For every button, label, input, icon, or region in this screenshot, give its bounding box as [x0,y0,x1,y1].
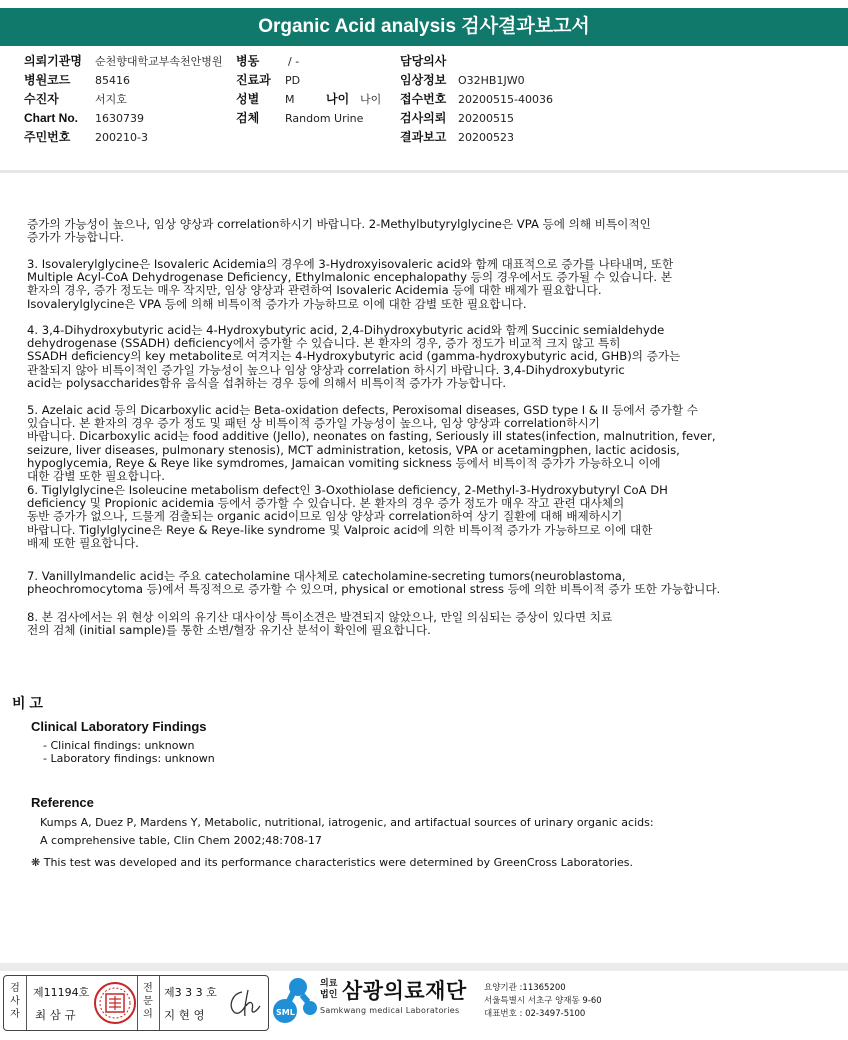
header-label: 병동 [236,54,260,68]
header-label: 결과보고 [400,130,447,144]
logo-text: SML [276,1008,295,1017]
header-label: 담당의사 [400,54,447,68]
finding-paragraph [27,324,680,390]
company-logo [272,975,320,1025]
age-label: 나이 [326,92,350,106]
company-phone: 대표번호 : 02-3497-5100 [484,1009,586,1019]
header-value: O32HB1JW0 [458,74,525,87]
signature-box [3,975,269,1031]
inspector-label: 검 사 자 [10,983,20,1020]
inspector-name: 최 삼 규 [35,1008,76,1022]
header-label: 병원코드 [24,73,71,87]
header-label: 주민번호 [24,130,71,144]
header-info [0,52,848,152]
header-label: 성별 [236,92,260,106]
paragraph-line: hypoglycemia, Reye & Reye like symdromes, Jamaican vomiting sickness 등에서 비특이적 증가가 가능하오니 이에 [27,455,661,470]
header-value: 200210-3 [95,131,148,144]
reference-title: Reference [31,795,94,810]
company-address: 서울특별시 서초구 양재동 9-60 [484,996,602,1006]
paragraph-line: 6. Tiglylglycine은 Isoleucine metabolism defect인 3-Oxothiolase deficiency, 2-Methyl-3-Hydroxybutyryl CoA DH [27,483,668,497]
header-label: 진료과 [236,73,271,87]
specialist-label: 전 문 의 [143,983,153,1020]
paragraph-line: 증가가 가능합니다. [27,230,124,245]
paragraph-line: 증가의 가능성이 높으나, 임상 양상과 correlation하시기 바랍니다. 2-Methylbutyrylglycine은 VPA 등에 의해 비특이적인 [27,217,651,231]
remarks-title: 비 고 [12,695,43,711]
finding-paragraph [27,404,716,483]
corp-type: 의료 법인 [320,979,338,1000]
note-text: This test was developed and its performance characteristics were determined by GreenCross Laboratories. [43,856,634,869]
seal-stamp [93,981,137,1025]
paragraph-line: pheochromocytoma 등)에서 특징적으로 증가할 수 있으며, physical or emotional stress 등에 의한 비특이적 증가 또한 가능합니다. [27,582,721,597]
finding-paragraph [27,484,668,550]
divider-line [137,976,138,1030]
header-label: 검체 [236,111,260,125]
paragraph-line: Isovalerylglycine은 VPA 등에 의해 비특이적 증가가 가능하므로 이에 대한 감별 또한 필요합니다. [27,296,527,311]
header-value: 1630739 [95,112,144,125]
divider-line [159,976,160,1030]
header-value: 서지호 [95,93,127,106]
header-label: 수진자 [24,92,59,106]
clinical-findings-item: - Clinical findings: unknown [43,739,195,752]
finding-paragraph [27,218,651,244]
paragraph-line: acid는 polysaccharides함유 음식을 섭취하는 경우 등에 의해서 비특이적 증가가 가능합니다. [27,375,507,390]
footer-divider [0,963,848,971]
header-value: Random Urine [285,112,364,125]
finding-paragraph [27,611,612,637]
header-value: 20200515 [458,112,514,125]
finding-paragraph [27,258,673,311]
header-value: 순천향대학교부속천안병원 [95,55,223,68]
header-label: 임상정보 [400,73,447,87]
reference-line: A comprehensive table, Clin Chem 2002;48:708-17 [40,834,322,847]
paragraph-line: SSADH deficiency의 key metabolite로 여겨지는 4-Hydroxybutyric acid (gamma-hydroxybutyric acid, GHB)의 증가는 [27,349,681,364]
paragraph-line: 바랍니다. Dicarboxylic acid는 food additive (Jello), neonates on fasting, Seriously ill states(infection, malnutrition, fever, [27,429,716,444]
header-value: PD [285,74,301,87]
header-value: 85416 [95,74,130,87]
paragraph-line: 5. Azelaic acid 등의 Dicarboxylic acid는 Beta-oxidation defects, Peroxisomal diseases, GSD type I & II 등에서 증가할 수 [27,403,698,417]
divider-line [26,976,27,1030]
paragraph-line: 바랍니다. Tiglylglycine은 Reye & Reye-like syndrome 및 Valproic acid에 의한 비특이적 증가가 가능하므로 이에 대한 [27,522,653,537]
company-name-en: Samkwang medical Laboratories [320,1006,460,1015]
specialist-name: 지 현 영 [164,1008,205,1022]
paragraph-line: 동반 증가가 없으나, 드물게 검출되는 organic acid이므로 임상 양상과 correlation하여 상기 질환에 대해 배제하시기 [27,509,623,524]
header-value: / - [288,55,300,68]
header-label: 의뢰기관명 [24,54,82,68]
reference-line: Kumps A, Duez P, Mardens Y, Metabolic, nutritional, iatrogenic, and artifactual sources of urinary organic acids: [40,816,654,829]
header-value: M [285,93,295,106]
paragraph-line: dehydrogenase (SSADH) deficiency에서 증가할 수 있습니다. 본 환자의 경우, 증가 정도가 비교적 크지 않고 특히 [27,336,621,351]
paragraph-line: 4. 3,4-Dihydroxybutyric acid는 4-Hydroxybutyric acid, 2,4-Dihydroxybutyric acid와 함께 Succinic semialdehyde [27,323,665,337]
institution-code: 요양기관 :11365200 [484,983,566,993]
note-mark: ❋ [31,856,41,869]
paragraph-line: seizure, liver diseases, pulmonary stenosis), MCT administration, ketosis, VPA or acetamingphen, lactic acidosis, [27,442,680,457]
paragraph-line: 배제 또한 필요합니다. [27,535,139,550]
paragraph-line: 7. Vanillylmandelic acid는 주요 catecholamine 대사체로 catecholamine-secreting tumors(neuroblastoma, [27,569,626,583]
paragraph-line: 관찰되지 않아 비특이적인 증가일 가능성이 높으나 임상 양상과 correlation 하시기 바랍니다. 3,4-Dihydroxybutyric [27,362,625,377]
header-value: 20200523 [458,131,514,144]
paragraph-line: deficiency 및 Propionic acidemia 등에서 증가할 수 있습니다. 본 환자의 경우 증가 정도가 매우 작고 관련 대사체의 [27,496,625,511]
header-label: 검사의뢰 [400,111,447,125]
paragraph-line: 8. 본 검사에서는 위 현상 이외의 유기산 대사이상 특이소견은 발견되지 않았으나, 만일 의심되는 증상이 있다면 치료 [27,610,613,624]
header-value: 20200515-40036 [458,93,553,106]
performance-note [31,856,633,869]
header-label: 접수번호 [400,92,447,106]
signature [222,986,264,1024]
company-info [484,982,602,1021]
laboratory-findings-item: - Laboratory findings: unknown [43,752,215,765]
inspector-no: 제11194호 [33,986,90,999]
paragraph-line: 있습니다. 본 환자의 경우 증가 정도 및 패턴 상 비특이적 증가일 가능성이 높으나, 임상 양상과 correlation하시기 [27,416,600,431]
paragraph-line: 전의 검체 (initial sample)를 통한 소변/혈장 유기산 분석이 확인에 필요합니다. [27,623,431,638]
paragraph-line: 대한 감별 또한 필요합니다. [27,468,165,483]
clinical-findings-title: Clinical Laboratory Findings [31,719,207,734]
finding-paragraph [27,570,720,596]
paragraph-line: 환자의 경우, 증가 정도는 매우 작지만, 임상 양상과 관련하여 Isovaleric Acidemia 등에 대한 배제가 필요합니다. [27,283,602,298]
header-label: Chart No. [24,111,78,125]
age-value: 나이 [360,93,382,106]
paragraph-line: Multiple Acyl-CoA Dehydrogenase Deficiency, Ethylmalonic encephalopathy 등의 경우에서도 증가될 수 있습니다. 본 [27,270,672,285]
specialist-no: 제3 3 3 호 [164,986,217,999]
company-name: 삼광의료재단 [342,979,467,1003]
report-title: Organic Acid analysis 검사결과보고서 [0,8,848,46]
paragraph-line: 3. Isovalerylglycine은 Isovaleric Acidemia의 경우에 3-Hydroxyisovaleric acid와 함께 대표적으로 증가를 나타내며, 또한 [27,257,674,271]
header-divider [0,170,848,173]
